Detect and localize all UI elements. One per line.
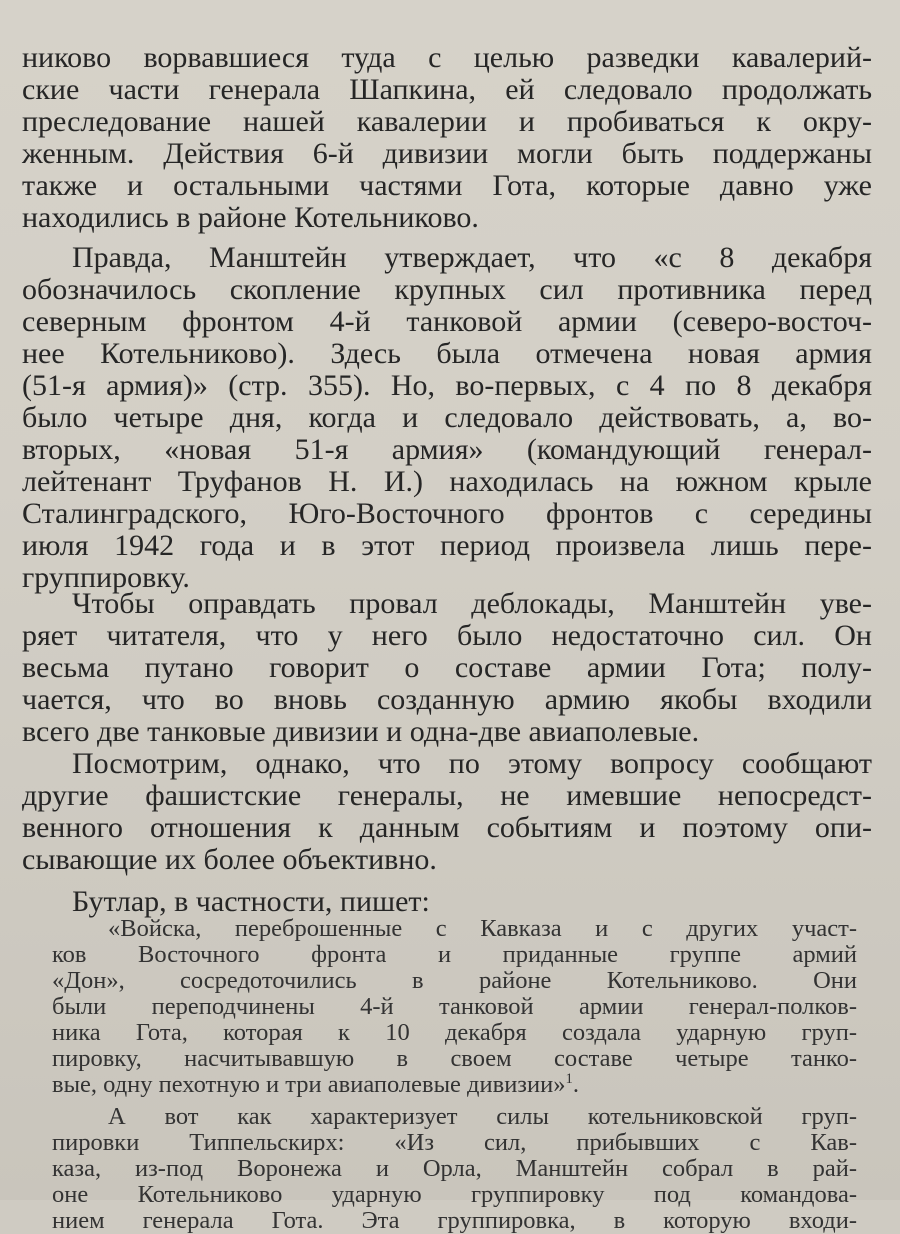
text-line: (51-я армия)» (стр. 355). Но, во-первых, с 4 по 8 декабря xyxy=(22,369,872,402)
text-line: северным фронтом 4-й танковой армии (северо-восточ- xyxy=(22,305,872,338)
text-line: нее Котельниково). Здесь была отмечена новая армия xyxy=(22,337,872,370)
text-line: преследование нашей кавалерии и пробиваться к окру- xyxy=(22,105,872,138)
quote-line: нием генерала Гота. Эта группировка, в которую входи- xyxy=(52,1207,857,1234)
quote-line: ков Восточного фронта и приданные группе армий xyxy=(52,941,857,968)
text-line: Чтобы оправдать провал деблокады, Манштейн уве- xyxy=(72,587,872,620)
footnote-mark: 1 xyxy=(565,1070,573,1087)
text-line: группировку. xyxy=(22,561,190,594)
text-line: ряет читателя, что у него было недостаточно сил. Он xyxy=(22,619,872,652)
text-line: чается, что во вновь созданную армию якобы входили xyxy=(22,683,872,716)
quote-closing: . xyxy=(572,1071,579,1098)
text-line: женным. Действия 6-й дивизии могли быть поддержаны xyxy=(22,137,872,170)
text-line: лейтенант Труфанов Н. И.) находилась на южном крыле xyxy=(22,465,872,498)
text-line: венного отношения к данным событиям и поэтому опи- xyxy=(22,811,872,844)
quote-line: каза, из-под Воронежа и Орла, Манштейн собрал в рай- xyxy=(52,1155,857,1182)
quote-line: «Войска, переброшенные с Кавказа и с других участ- xyxy=(108,915,857,942)
text-line: Бутлар, в частности, пишет: xyxy=(72,885,430,918)
quote-line: ника Гота, которая к 10 декабря создала ударную груп- xyxy=(52,1019,857,1046)
quote-line: пировки Типпельскирх: «Из сил, прибывших с Кав- xyxy=(52,1129,857,1156)
text-line: обозначилось скопление крупных сил противника перед xyxy=(22,273,872,306)
text-line: Сталинградского, Юго-Восточного фронтов с середины xyxy=(22,497,872,530)
quote-line xyxy=(52,1072,857,1098)
text-line: находились в районе Котельниково. xyxy=(22,201,479,234)
text-line: было четыре дня, когда и следовало действовать, а, во- xyxy=(22,401,872,434)
quote-line: «Дон», сосредоточились в районе Котельниково. Они xyxy=(52,967,857,994)
text-line: всего две танковые дивизии и одна-две авиаполевые. xyxy=(22,715,700,748)
quote-line: оне Котельниково ударную группировку под командова- xyxy=(52,1181,857,1208)
text-line: Посмотрим, однако, что по этому вопросу сообщают xyxy=(72,747,872,780)
text-line: другие фашистские генералы, не имевшие непосредст- xyxy=(22,779,872,812)
text-line: никово ворвавшиеся туда с целью разведки кавалерий- xyxy=(22,41,872,74)
text-line: ские части генерала Шапкина, ей следовало продолжать xyxy=(22,73,872,106)
quote-text: вые, одну пехотную и три авиаполевые дивизии» xyxy=(52,1071,566,1098)
text-line: весьма путано говорит о составе армии Гота; полу- xyxy=(22,651,872,684)
text-line: также и остальными частями Гота, которые давно уже xyxy=(22,169,872,202)
quote-line: А вот как характеризует силы котельниковской груп- xyxy=(108,1103,857,1130)
text-line: Правда, Манштейн утверждает, что «с 8 декабря xyxy=(72,241,872,274)
quote-line: пировку, насчитывавшую в своем составе четыре танко- xyxy=(52,1045,857,1072)
text-line: июля 1942 года и в этот период произвела лишь пере- xyxy=(22,529,872,562)
text-line: сывающие их более объективно. xyxy=(22,843,437,876)
quote-line: были переподчинены 4-й танковой армии генерал-полков- xyxy=(52,993,857,1020)
text-line: вторых, «новая 51-я армия» (командующий генерал- xyxy=(22,433,872,466)
